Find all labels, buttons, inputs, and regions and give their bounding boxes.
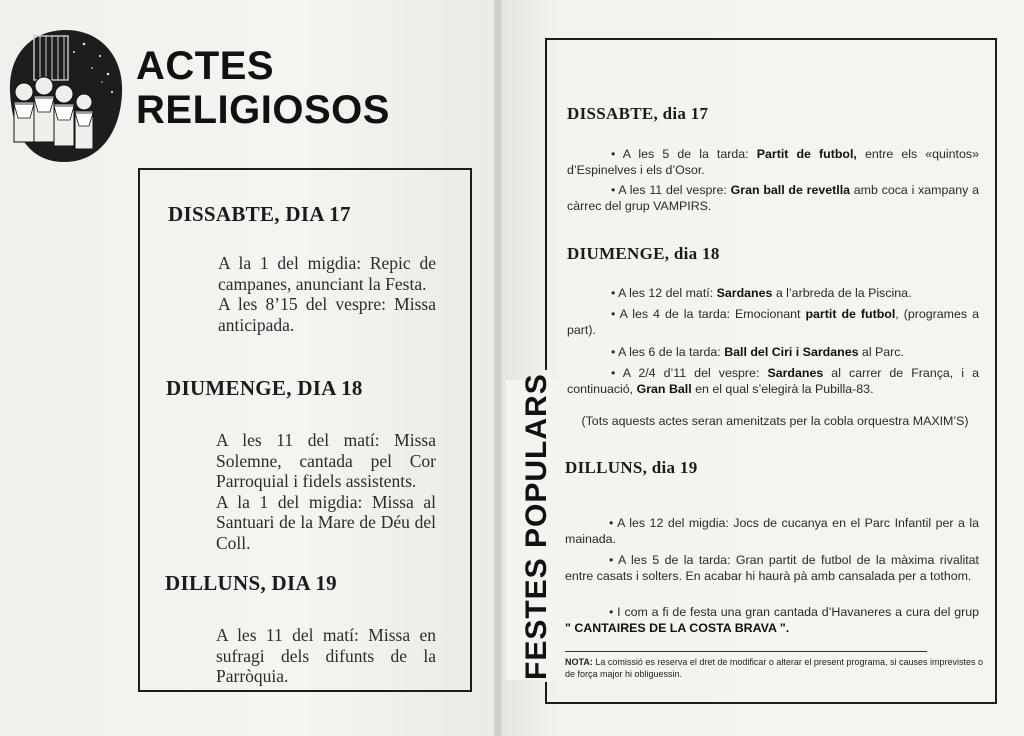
event-highlight: Gran Ball	[636, 381, 692, 396]
event-text: amb coca i xampany a càrrec del grup VAMPIRS.	[567, 183, 979, 213]
event-highlight: Sardanes	[716, 286, 773, 300]
popular-event	[567, 286, 979, 302]
popular-event	[567, 183, 979, 214]
event-text: entre els «quintos» d’Espinelves i els d’Osor.	[567, 147, 979, 177]
event-text: A les 8’15 del vespre: Missa anticipada.	[218, 294, 436, 335]
actes-religiosos-title	[136, 44, 390, 132]
religious-day-heading: DISSABTE, DIA 17	[168, 202, 351, 226]
event-text: • A les 12 del matí:	[611, 286, 717, 300]
event-highlight: Partit de futbol,	[756, 147, 857, 161]
religious-day-heading: DIUMENGE, DIA 18	[166, 376, 363, 400]
event-text: al Parc.	[858, 345, 904, 359]
footnote	[565, 656, 985, 680]
religious-day-heading: DILLUNS, DIA 19	[165, 571, 337, 595]
popular-day-heading: DIUMENGE, dia 18	[567, 244, 720, 263]
event-text: a l’arbreda de la Piscina.	[772, 286, 912, 300]
orchestra-note: (Tots aquests actes seran amenitzats per la cobla orquestra MAXIM’S)	[581, 414, 969, 428]
popular-event	[565, 605, 979, 636]
event-text: • I com a fi de festa una gran cantada d’Havaneres a cura del grup	[609, 605, 979, 619]
event-text: • A les 6 de la tarda:	[611, 345, 725, 359]
religious-day-events	[216, 625, 436, 687]
event-text: • A les 5 de la tarda: Gran partit de futbol de la màxima rivalitat entre casats i solters. En acabar hi haurà pà amb cansalada per a tothom.	[565, 553, 979, 583]
event-text: A les 11 del matí: Missa en sufragi dels difunts de la Parròquia.	[216, 625, 436, 686]
festes-populars-title: FESTES POPULARS	[506, 380, 568, 680]
footnote-label: NOTA:	[565, 657, 593, 667]
event-highlight: Sardanes	[767, 366, 824, 380]
popular-day-heading: DISSABTE, dia 17	[567, 104, 709, 123]
event-text: A les 11 del matí: Missa Solemne, cantada pel Cor Parroquial i fidels assistents.	[216, 430, 436, 491]
title-line-2: RELIGIOSOS	[136, 88, 390, 132]
popular-day-heading: DILLUNS, dia 19	[565, 458, 698, 477]
popular-event	[567, 345, 979, 361]
event-text: al carrer de França, i a continuació,	[567, 366, 979, 396]
event-text: • A les 11 del vespre:	[611, 183, 731, 197]
event-text: en el qual s’elegirà la Pubilla-83.	[691, 381, 874, 396]
event-highlight: partit de futbol	[805, 307, 896, 321]
popular-event	[567, 147, 979, 178]
event-text: • A 2/4 d’11 del vespre:	[611, 366, 768, 380]
popular-event	[565, 553, 979, 584]
popular-event	[567, 366, 979, 397]
popular-event	[565, 516, 979, 547]
event-text: • A les 5 de la tarda:	[611, 147, 757, 161]
event-text: A la 1 del migdia: Missa al Santuari de la Mare de Déu del Coll.	[216, 491, 436, 553]
title-line-1: ACTES	[136, 44, 275, 88]
event-text: , (programes a part).	[567, 307, 979, 337]
footnote-divider	[565, 651, 927, 652]
event-highlight: " CANTAIRES DE LA COSTA BRAVA ".	[565, 620, 790, 635]
event-text: A la 1 del migdia: Repic de campanes, anunciant la Festa.	[218, 253, 436, 294]
footnote-text: La comissió es reserva el dret de modificar o alterar el present programa, si causes imprevistes o de força major hi obliguessin.	[565, 657, 983, 679]
event-highlight: Gran ball de revetlla	[730, 183, 851, 197]
book-gutter	[494, 0, 502, 736]
popular-event	[567, 307, 979, 338]
choir-children-illustration	[4, 22, 126, 164]
religious-day-events	[218, 253, 436, 335]
religious-day-events	[216, 430, 436, 553]
event-text: • A les 4 de la tarda: Emocionant	[611, 307, 806, 321]
event-highlight: Ball del Ciri i Sardanes	[724, 345, 859, 359]
event-text: • A les 12 del migdia: Jocs de cucanya en el Parc Infantil per a la mainada.	[565, 516, 979, 546]
